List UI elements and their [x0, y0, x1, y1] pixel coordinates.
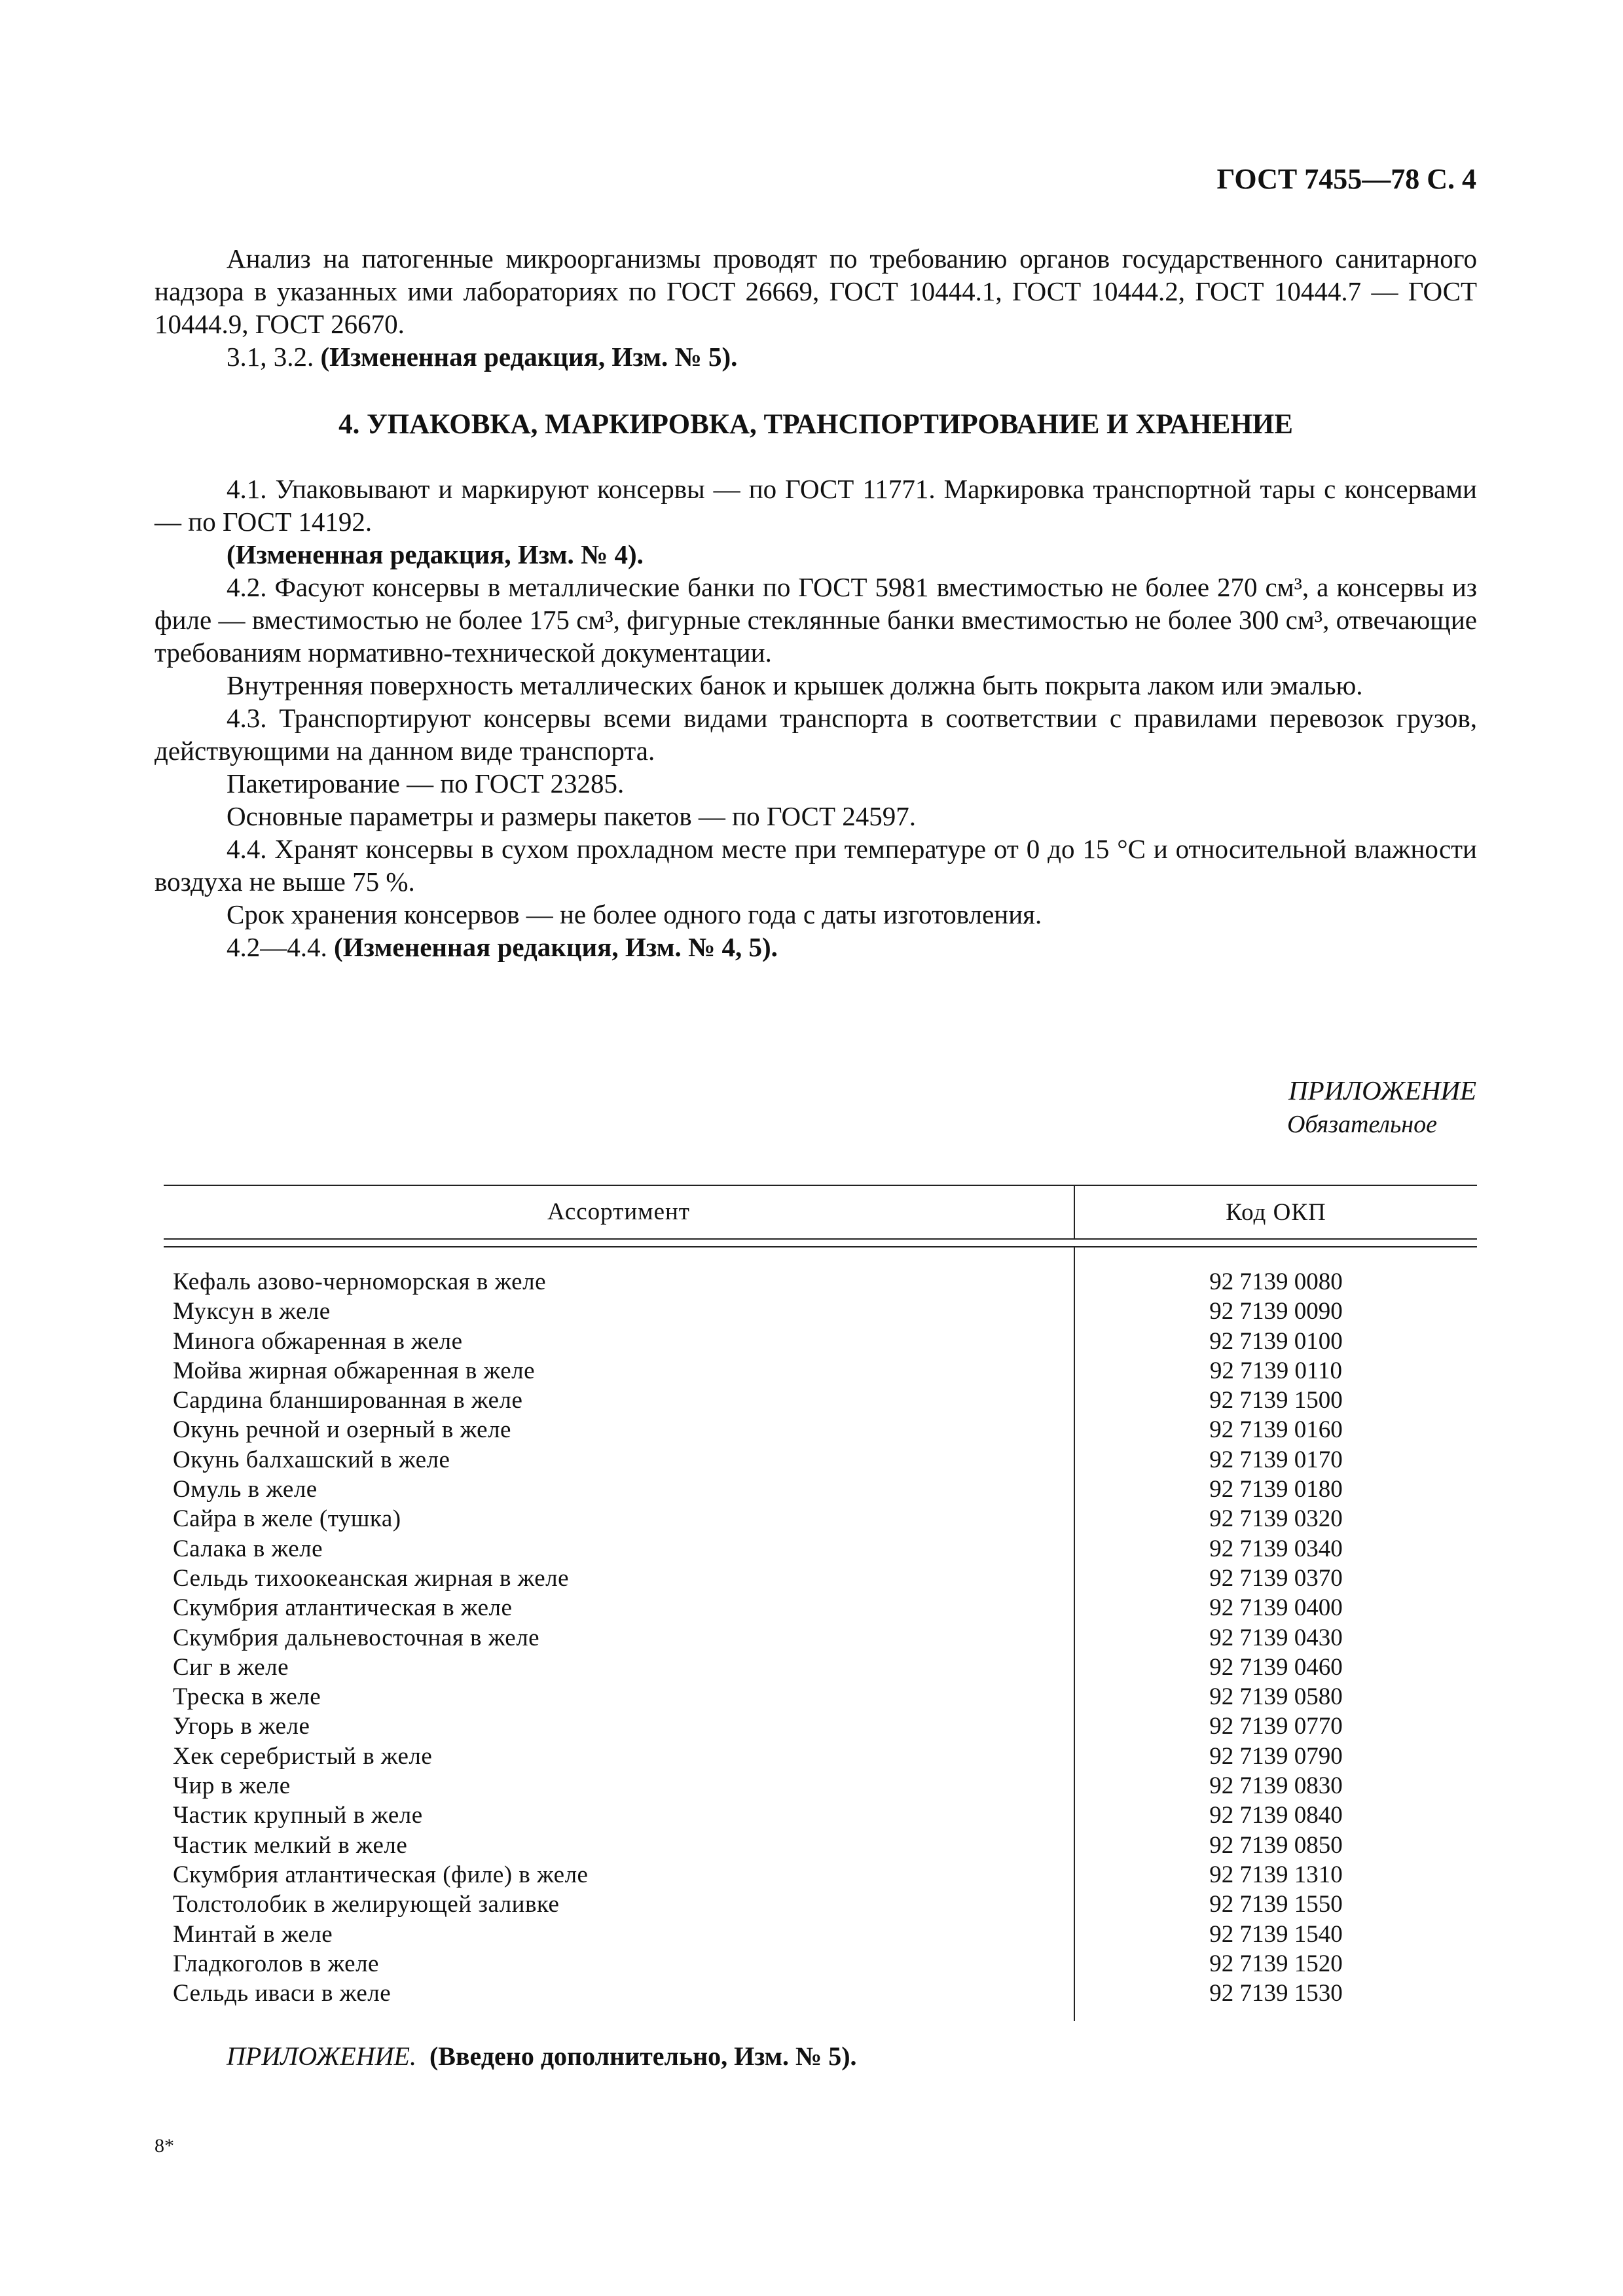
page-header: ГОСТ 7455—78 С. 4 [1216, 163, 1476, 195]
table-row-okp-code: 92 7139 0340 [1209, 1535, 1343, 1562]
table-row-assortment: Минога обжаренная в желе [173, 1327, 463, 1355]
table-row-okp-code: 92 7139 0100 [1209, 1327, 1343, 1355]
table-row-assortment: Частик мелкий в желе [173, 1831, 408, 1859]
table-row-okp-code: 92 7139 0850 [1209, 1831, 1343, 1859]
table-row-assortment: Чир в желе [173, 1772, 291, 1800]
paragraph-4-1: 4.1. Упаковывают и маркируют консервы — по ГОСТ 11771. Маркировка транспортной тары с консервами — по ГОСТ 14192. [155, 474, 1477, 537]
table-row-assortment: Угорь в желе [173, 1713, 310, 1740]
column-header-okp-code: Код ОКП [1226, 1198, 1326, 1226]
table-row-assortment: Хек серебристый в желе [173, 1742, 433, 1770]
table-row-assortment: Сайра в желе (тушка) [173, 1505, 401, 1533]
table-row-okp-code: 92 7139 1550 [1209, 1891, 1343, 1918]
table-row-okp-code: 92 7139 0840 [1209, 1802, 1343, 1829]
table-row-assortment: Муксун в желе [173, 1298, 331, 1325]
paragraph-4-3: 4.3. Транспортируют консервы всеми видами транспорта в соответствии с правилами перевозок грузов, действующими на данном виде транспорта. [155, 703, 1477, 766]
section-4-body [155, 473, 1477, 963]
column-header-assortment: Ассортимент [164, 1186, 1075, 1238]
table-row-okp-code: 92 7139 0770 [1209, 1713, 1343, 1740]
table-body [164, 1247, 1477, 2021]
table-row-assortment: Скумбрия атлантическая в желе [173, 1594, 513, 1622]
table-row-assortment: Сардина бланшированная в желе [173, 1387, 523, 1414]
intro-amendment: 3.1, 3.2. (Измененная редакция, Изм. № 5). [227, 342, 738, 372]
table-row-assortment: Треска в желе [173, 1683, 321, 1711]
table-row-okp-code: 92 7139 1520 [1209, 1950, 1343, 1977]
section-4-amendment: 4.2—4.4. (Измененная редакция, Изм. № 4, 5). [227, 932, 778, 962]
table-row-assortment: Окунь речной и озерный в желе [173, 1416, 511, 1444]
table-row-okp-code: 92 7139 0080 [1209, 1268, 1343, 1295]
table-row-okp-code: 92 7139 0580 [1209, 1683, 1343, 1711]
table-row-assortment: Омуль в желе [173, 1476, 318, 1503]
okp-code-column [1075, 1247, 1477, 2021]
appendix-heading [1287, 1073, 1476, 1141]
table-row-okp-code: 92 7139 0370 [1209, 1564, 1343, 1592]
table-row-assortment: Скумбрия атлантическая (филе) в желе [173, 1861, 589, 1888]
table-row-assortment: Салака в желе [173, 1535, 323, 1562]
table-row-okp-code: 92 7139 0110 [1209, 1357, 1343, 1384]
table-row-assortment: Толстолобик в желирующей заливке [173, 1891, 560, 1918]
section-title: 4. УПАКОВКА, МАРКИРОВКА, ТРАНСПОРТИРОВАНИЕ И ХРАНЕНИЕ [338, 409, 1293, 440]
table-row-okp-code: 92 7139 1530 [1209, 1980, 1343, 2007]
appendix-footnote: ПРИЛОЖЕНИЕ. (Введено дополнительно, Изм. № 5). [227, 2041, 857, 2071]
table-row-assortment: Мойва жирная обжаренная в желе [173, 1357, 535, 1384]
table-row-okp-code: 92 7139 1500 [1209, 1387, 1343, 1414]
table-row-assortment: Гладкоголов в желе [173, 1950, 379, 1977]
table-row-okp-code: 92 7139 0090 [1209, 1298, 1343, 1325]
table-row-okp-code: 92 7139 0790 [1209, 1742, 1343, 1770]
paragraph-4-2: 4.2. Фасуют консервы в металлические банки по ГОСТ 5981 вместимостью не более 270 см³, а консервы из филе — вместимостью не более 175 см³, фигурные стеклянные банки вместимостью не более 300 см³, отвечающие требованиям нормативно-технической документации. [155, 572, 1477, 668]
table-row-okp-code: 92 7139 0320 [1209, 1505, 1343, 1533]
table-row-assortment: Минтай в желе [173, 1920, 333, 1948]
paragraph-4-4-shelf-life: Срок хранения консервов — не более одного года с даты изготовления. [227, 899, 1042, 929]
paragraph-4-3-packaging: Пакетирование — по ГОСТ 23285. [227, 768, 625, 798]
table-row-assortment: Сельдь тихоокеанская жирная в желе [173, 1564, 570, 1592]
table-row-okp-code: 92 7139 0170 [1209, 1446, 1343, 1473]
table-row-okp-code: 92 7139 0460 [1209, 1653, 1343, 1681]
paragraph-4-4: 4.4. Хранят консервы в сухом прохладном месте при температуре от 0 до 15 °С и относительной влажности воздуха не выше 75 %. [155, 834, 1477, 897]
table-row-assortment: Частик крупный в желе [173, 1802, 423, 1829]
table-row-okp-code: 92 7139 0160 [1209, 1416, 1343, 1444]
table-row-okp-code: 92 7139 0430 [1209, 1624, 1343, 1651]
table-row-okp-code: 92 7139 0400 [1209, 1594, 1343, 1622]
table-row-assortment: Сиг в желе [173, 1653, 289, 1681]
page-number: 8* [155, 2135, 174, 2157]
paragraph-4-2-lacquer: Внутренняя поверхность металлических банок и крышек должна быть покрыта лаком или эмалью. [227, 670, 1363, 700]
appendix-subtitle: Обязательное [1286, 1111, 1437, 1138]
paragraph-4-3-parameters: Основные параметры и размеры пакетов — по ГОСТ 24597. [227, 801, 917, 831]
table-row-okp-code: 92 7139 1310 [1209, 1861, 1343, 1888]
table-row-okp-code: 92 7139 0180 [1209, 1476, 1343, 1503]
intro-paragraph: Анализ на патогенные микроорганизмы проводят по требованию органов государственного санитарного надзора в указанных ими лабораториях по ГОСТ 26669, ГОСТ 10444.1, ГОСТ 10444.2, ГОСТ 10444.7 — ГОСТ 10444.9, ГОСТ 26670. [155, 243, 1477, 339]
table-row-assortment: Скумбрия дальневосточная в желе [173, 1624, 540, 1651]
header-double-rule [164, 1238, 1477, 1247]
table-row-assortment: Сельдь иваси в желе [173, 1980, 392, 2007]
paragraph-4-1-amendment: (Измененная редакция, Изм. № 4). [227, 539, 644, 569]
assortment-column [164, 1247, 1075, 2021]
table-row-assortment: Окунь балхашский в желе [173, 1446, 450, 1473]
table-header [164, 1185, 1477, 1238]
table-row-assortment: Кефаль азово-черноморская в желе [173, 1268, 546, 1295]
intro-block [155, 242, 1477, 373]
table-row-okp-code: 92 7139 1540 [1209, 1920, 1343, 1948]
appendix-title: ПРИЛОЖЕНИЕ [1288, 1075, 1476, 1105]
table-row-okp-code: 92 7139 0830 [1209, 1772, 1343, 1800]
assortment-table [164, 1185, 1477, 2021]
